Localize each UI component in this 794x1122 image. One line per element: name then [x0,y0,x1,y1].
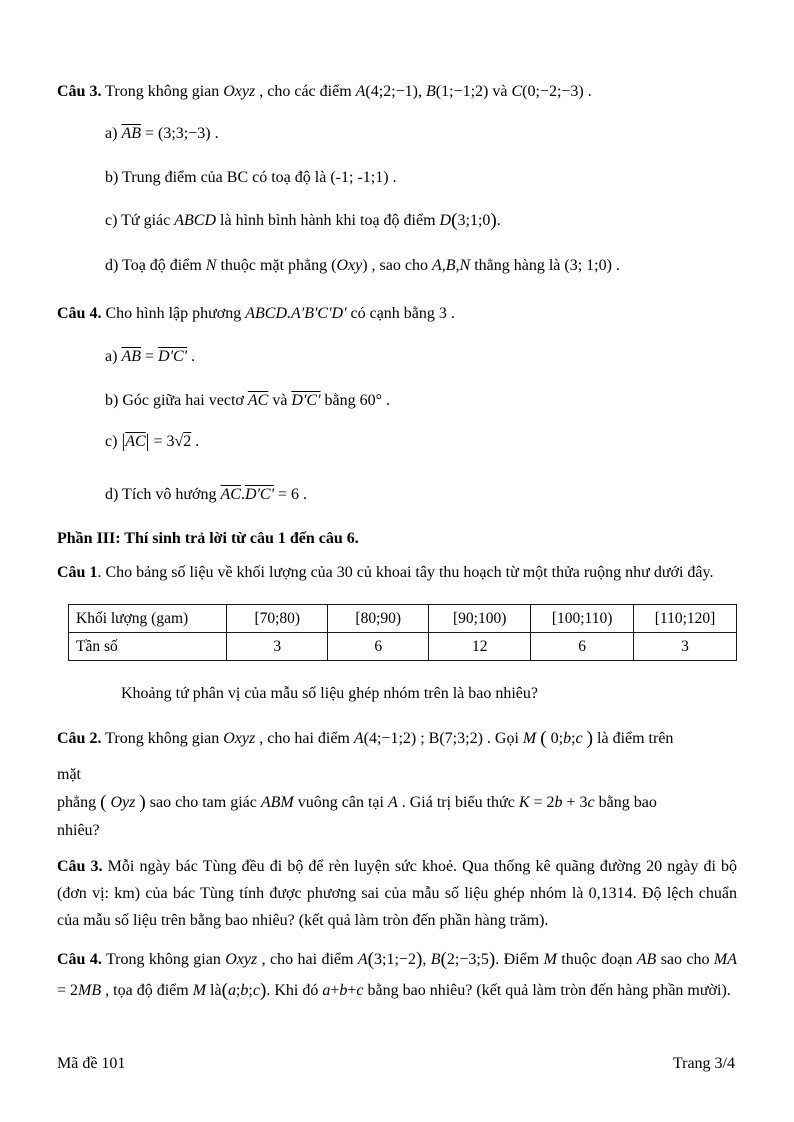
table-header-cell: [90;100) [429,605,531,633]
question-4-option-a: a) $\overline{AB} = D'C'$ . [105,348,196,365]
p3-question-1-intro: Câu 1. Cho bảng số liệu về khối lượng của 30 củ khoai tây thu hoạch từ một thửa ruộng như dưới đây. [57,564,714,581]
table-header-cell: [80;90) [328,605,429,633]
table-header-row [69,605,737,633]
table-cell: 6 [328,633,429,661]
question-3-option-b: b) Trung điểm của BC có toạ độ là (-1; -1;1) . [105,169,397,186]
table-header-cell: [110;120] [634,605,737,633]
p3-question-2-line4: nhiêu? [57,822,100,839]
question-3-option-a: a) $\overline{AB}$ = (3;3;−3) . [105,125,219,142]
table-cell: 3 [227,633,328,661]
table-header-cell: Khối lượng (gam) [69,605,227,633]
p3-question-3: Câu 3. Mỗi ngày bác Tùng đều đi bộ để rèn luyện sức khoẻ. Qua thống kê quãng đường 20 ngày đi bộ (đơn vị: km) của bác Tùng tính được phương sai của mẫu số liệu ghép nhóm là 0,1314. Độ lệch chuẩn của mẫu số liệu trên bằng bao nhiêu? (kết quả làm tròn đến phần hàng trăm). [57,858,738,929]
question-3-option-c: c) Tứ giác ABCD là hình bình hành khi toạ độ điểm D(3;1;0). [105,210,501,231]
page-footer [57,1050,735,1078]
table-cell: 6 [531,633,634,661]
p3-question-2-line2: mặt [57,766,81,783]
question-3-heading: Câu 3. Trong không gian Oxyz , cho các điểm A(4;2;−1), B(1;−1;2) và C(0;−2;−3) . [57,83,592,100]
table-cell: 3 [634,633,737,661]
p3-question-2-line1: Câu 2. Trong không gian Oxyz , cho hai điểm A(4;−1;2) ; B(7;3;2) . Gọi M ( 0;b;c ) là điểm trên [57,728,674,749]
table-cell: Tần số [69,633,227,661]
p3-question-1-question: Khoảng tứ phân vị của mẫu số liệu ghép nhóm trên là bao nhiêu? [121,685,539,702]
exam-code: Mã đề 101 [57,1055,126,1072]
p3-question-4: Câu 4. Trong không gian Oxyz , cho hai điểm A(3;1;−2), B(2;−3;5). Điểm M thuộc đoạn AB sao cho MA = 2MB , tọa độ điểm M là(a;b;c). Khi đó a+b+c bằng bao nhiêu? (kết quả làm tròn đến hàng phần mười). [57,949,738,1001]
table-header-cell: [100;110) [531,605,634,633]
table-cell: 12 [429,633,531,661]
table-row [69,633,737,661]
part-3-heading: Phần III: Thí sinh trả lời từ câu 1 đến câu 6. [57,530,359,547]
page-number: Trang 3/4 [672,1055,735,1072]
question-4-option-d: d) Tích vô hướng $\overline{AC}.D'C' = 6$ . [105,486,308,503]
p3-question-2-line3: phẳng ( Oyz ) sao cho tam giác ABM vuông cân tại A . Giá trị biểu thức K = 2b + 3c bằng bao [57,792,657,813]
question-3-option-d: d) Toạ độ điểm N thuộc mặt phẳng (Oxy) , sao cho A,B,N thẳng hàng là (3; 1;0) . [105,257,620,274]
question-4-option-c: c) $|\overline{AC}| = 3√2$ . [105,431,200,452]
table-header-cell: [70;80) [227,605,328,633]
question-4-option-b: b) Góc giữa hai vectơ $\overline{AC}$ và D'C' bằng 60° . [105,392,390,409]
question-4-heading: Câu 4. Cho hình lập phương ABCD.A'B'C'D' có cạnh bằng 3 . [57,305,455,322]
frequency-table [68,604,737,661]
